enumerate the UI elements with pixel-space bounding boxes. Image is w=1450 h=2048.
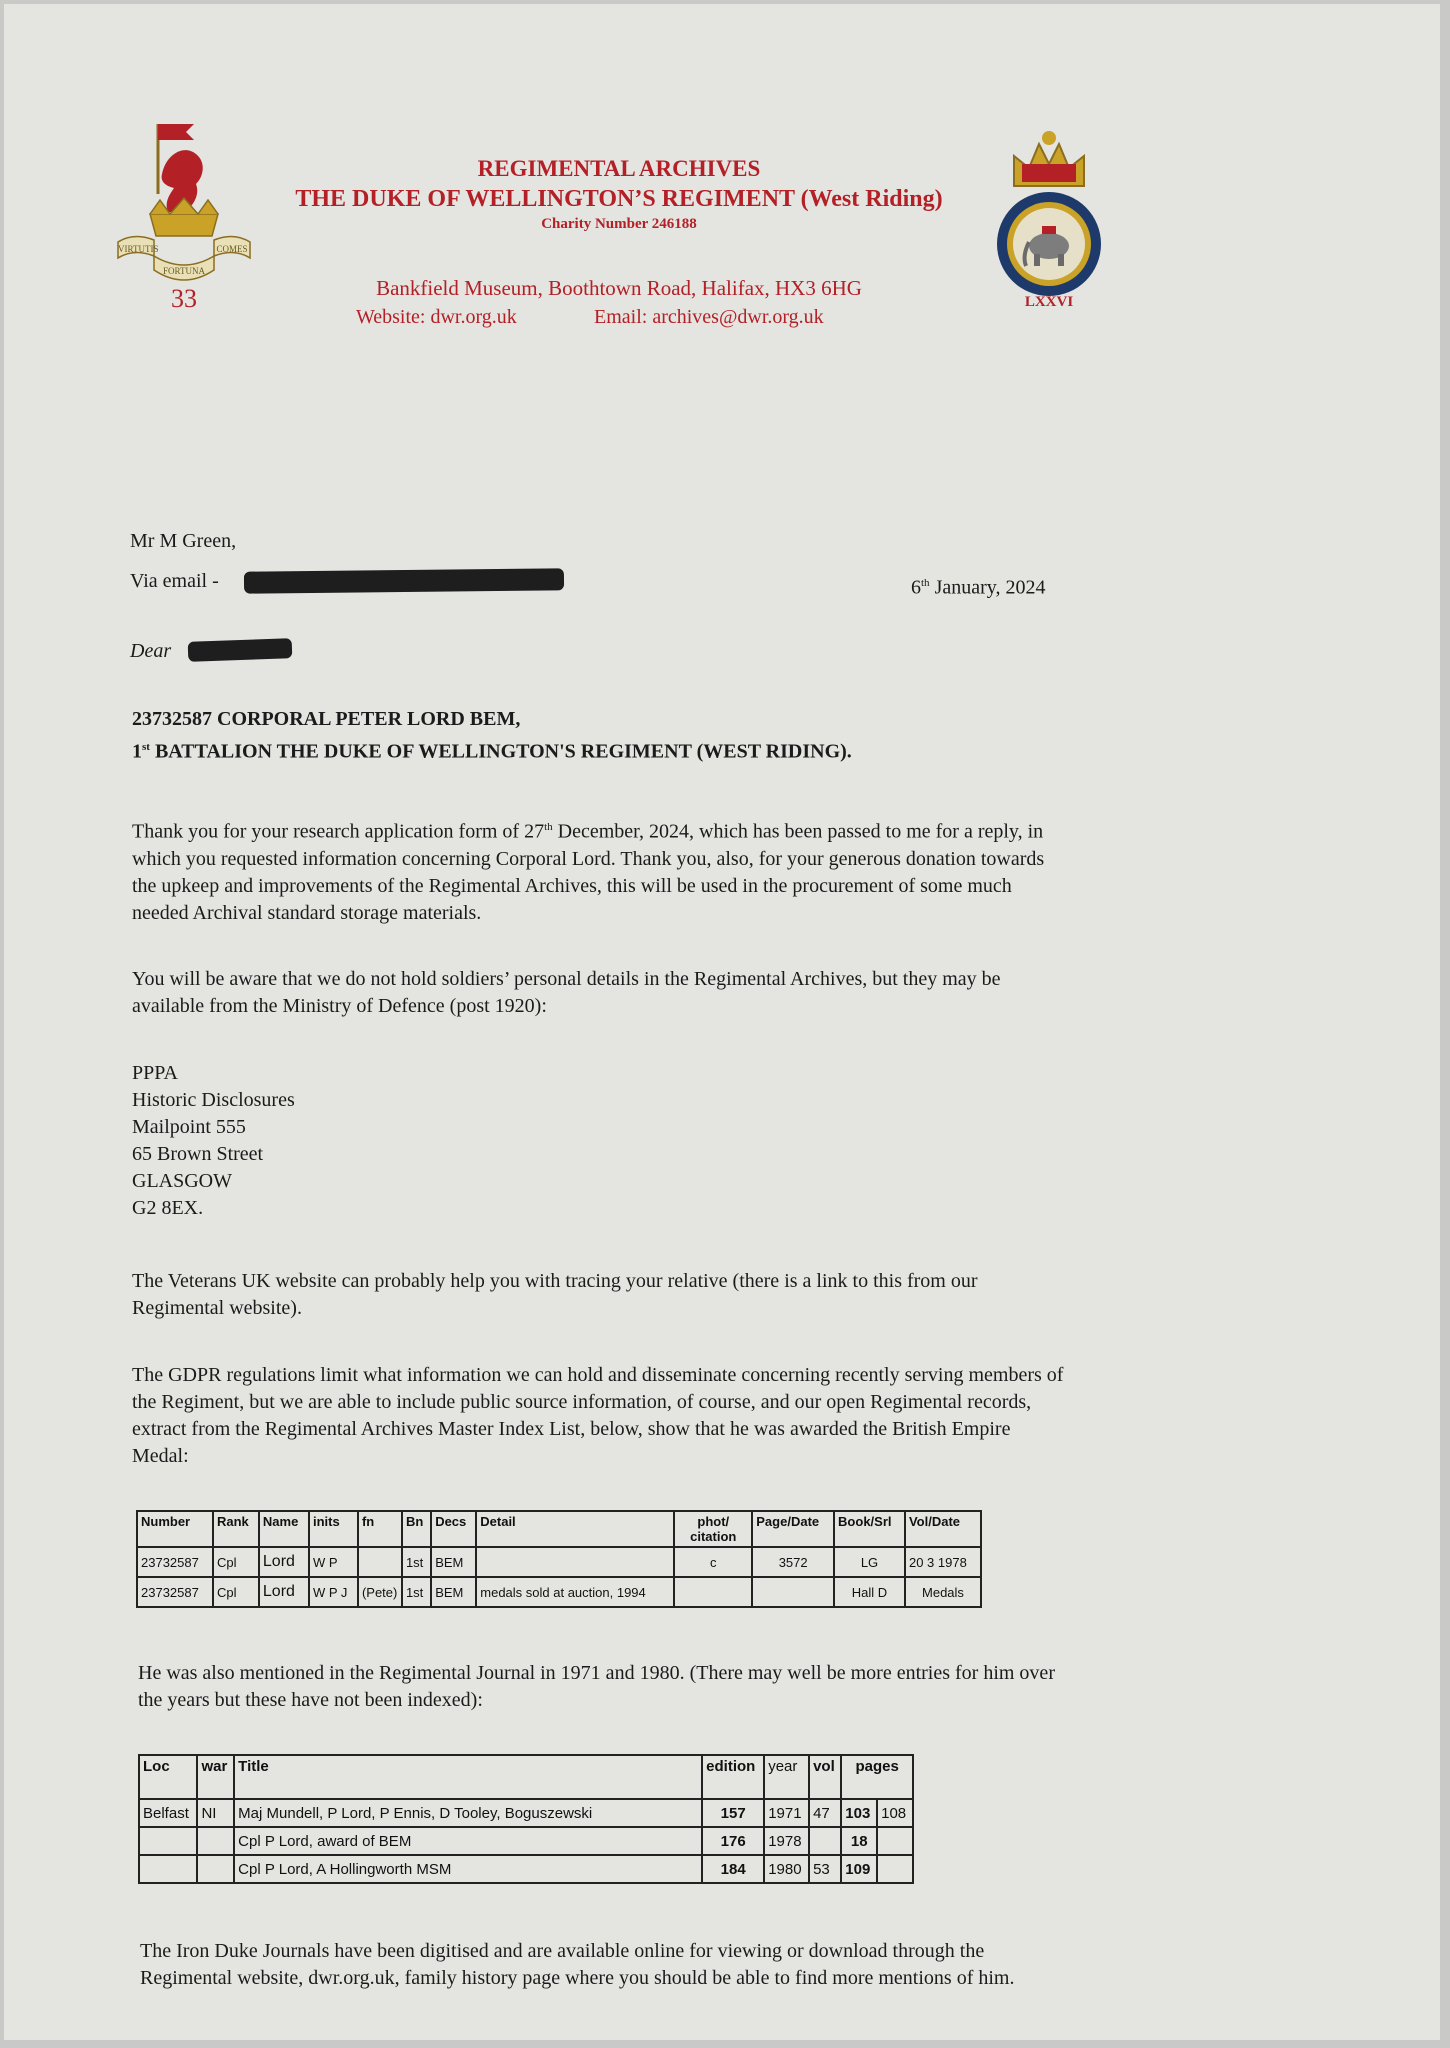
table-cell: 1971	[764, 1799, 809, 1827]
table-cell: LG	[834, 1547, 905, 1577]
col-header: phot/ citation	[674, 1511, 752, 1547]
col-header: Loc	[139, 1755, 197, 1799]
table-cell: medals sold at auction, 1994	[476, 1577, 674, 1607]
col-header: edition	[702, 1755, 764, 1799]
table-cell	[139, 1855, 197, 1883]
col-header: Page/Date	[752, 1511, 834, 1547]
table-cell	[197, 1855, 234, 1883]
col-header: Title	[234, 1755, 702, 1799]
col-header: Number	[137, 1511, 213, 1547]
website-text: Website: dwr.org.uk	[356, 306, 517, 328]
table-cell	[139, 1827, 197, 1855]
table-cell: 184	[702, 1855, 764, 1883]
table-cell: 1980	[764, 1855, 809, 1883]
table-row	[137, 1577, 981, 1607]
museum-address: Bankfield Museum, Boothtown Road, Halifax, HX3 6HG	[376, 276, 862, 300]
col-header: Name	[259, 1511, 309, 1547]
table-cell: BEM	[431, 1577, 476, 1607]
table-cell	[877, 1827, 913, 1855]
col-header: war	[197, 1755, 234, 1799]
journal-table	[138, 1754, 914, 1884]
recipient-name: Mr M Green,	[130, 530, 237, 552]
table-cell: 109	[841, 1855, 877, 1883]
paragraph-journal: He was also mentioned in the Regimental Journal in 1971 and 1980. (There may well be more entries for him over the years but these have not been indexed):	[138, 1662, 1055, 1711]
col-header: Bn	[402, 1511, 431, 1547]
table-cell: Cpl P Lord, A Hollingworth MSM	[234, 1855, 702, 1883]
regimental-badge-lxxvi	[984, 116, 1114, 316]
table-cell	[752, 1577, 834, 1607]
paragraph-veterans: The Veterans UK website can probably help you with tracing your relative (there is a link to this from our Regimental website).	[132, 1270, 978, 1319]
table-cell	[877, 1855, 913, 1883]
master-index-table	[136, 1510, 982, 1608]
col-header: Detail	[476, 1511, 674, 1547]
charity-number: Charity Number 246188	[541, 216, 697, 232]
table-cell: 53	[809, 1855, 841, 1883]
table-row	[139, 1855, 913, 1883]
col-header: year	[764, 1755, 809, 1799]
table-cell: NI	[197, 1799, 234, 1827]
table-cell: W P	[309, 1547, 358, 1577]
paragraph-iron-duke: The Iron Duke Journals have been digitised and are available online for viewing or download through the Regimental website, dwr.org.uk, family history page where you should be able to find more mentions of him.	[140, 1940, 1015, 1989]
table-cell: Cpl	[213, 1547, 259, 1577]
table-cell: 176	[702, 1827, 764, 1855]
table-cell	[674, 1577, 752, 1607]
table-cell: 108	[877, 1799, 913, 1827]
archive-title: REGIMENTAL ARCHIVES	[477, 156, 761, 181]
address-line: 65 Brown Street	[132, 1143, 264, 1165]
col-header: Rank	[213, 1511, 259, 1547]
table-row	[139, 1827, 913, 1855]
badge-number: 33	[171, 284, 197, 313]
table-cell: 3572	[752, 1547, 834, 1577]
table-row	[137, 1547, 981, 1577]
table-cell: Cpl	[213, 1577, 259, 1607]
table-row	[139, 1799, 913, 1827]
regiment-name: THE DUKE OF WELLINGTON’S REGIMENT (West Riding)	[295, 186, 943, 212]
address-line: Historic Disclosures	[132, 1089, 295, 1111]
badge-motto-left: VIRTUTIS	[118, 244, 159, 254]
table-cell: BEM	[431, 1547, 476, 1577]
address-line: PPPA	[132, 1062, 178, 1084]
redacted-name	[188, 638, 293, 662]
table-cell	[197, 1827, 234, 1855]
address-line: G2 8EX.	[132, 1197, 204, 1219]
table-cell: 157	[702, 1799, 764, 1827]
table-cell: Cpl P Lord, award of BEM	[234, 1827, 702, 1855]
paragraph-thanks: Thank you for your research application form of 27th December, 2024, which has been passed to me for a reply, in which you requested information concerning Corporal Lord. Thank you, also, for your generous donation towards the upkeep and improvements of the Regimental Archives, this will be used in the procurement of some much needed Archival standard storage materials.	[132, 820, 1045, 924]
table-cell: Belfast	[139, 1799, 197, 1827]
table-cell: 1st	[402, 1547, 431, 1577]
col-header: fn	[358, 1511, 402, 1547]
regimental-badge-33	[114, 114, 254, 314]
letter-date: 6th January, 2024	[911, 576, 1046, 599]
table-cell: 1978	[764, 1827, 809, 1855]
badge-motto-bottom: FORTUNA	[163, 266, 205, 276]
table-cell: c	[674, 1547, 752, 1577]
letter-page	[4, 4, 1440, 2040]
paragraph-mod: You will be aware that we do not hold soldiers’ personal details in the Regimental Archives, but they may be available from the Ministry of Defence (post 1920):	[132, 968, 1001, 1017]
col-header: Decs	[431, 1511, 476, 1547]
table-header-row	[139, 1755, 913, 1799]
table-cell: Lord	[259, 1547, 309, 1577]
table-cell: Maj Mundell, P Lord, P Ennis, D Tooley, Boguszewski	[234, 1799, 702, 1827]
table-cell: 23732587	[137, 1547, 213, 1577]
via-email-label: Via email -	[130, 570, 219, 592]
salutation: Dear	[130, 640, 172, 662]
col-header: inits	[309, 1511, 358, 1547]
address-line: GLASGOW	[132, 1170, 232, 1192]
paragraph-gdpr: The GDPR regulations limit what information we can hold and disseminate concerning recently serving members of the Regiment, but we are able to include public source information, of course, and our open Regimental records, extract from the Regimental Archives Master Index List, below, show that he was awarded the British Empire Medal:	[132, 1364, 1064, 1467]
subject-line-1: 23732587 CORPORAL PETER LORD BEM,	[132, 708, 521, 730]
redacted-email	[244, 568, 564, 593]
col-header: vol	[809, 1755, 841, 1799]
table-cell	[476, 1547, 674, 1577]
table-cell: 18	[841, 1827, 877, 1855]
col-header: Vol/Date	[905, 1511, 981, 1547]
col-header: pages	[841, 1755, 913, 1799]
mod-address	[132, 1060, 295, 1222]
badge-motto-right: COMES	[216, 244, 248, 254]
table-cell: 20 3 1978	[905, 1547, 981, 1577]
email-text: Email: archives@dwr.org.uk	[594, 306, 824, 328]
table-cell: Lord	[259, 1577, 309, 1607]
table-cell: 103	[841, 1799, 877, 1827]
table-cell: 23732587	[137, 1577, 213, 1607]
table-cell	[809, 1827, 841, 1855]
table-cell: 47	[809, 1799, 841, 1827]
elephant-crown-icon	[984, 116, 1114, 296]
address-line: Mailpoint 555	[132, 1116, 246, 1138]
table-cell: W P J	[309, 1577, 358, 1607]
table-cell: Hall D	[834, 1577, 905, 1607]
table-cell: Medals	[905, 1577, 981, 1607]
subject-line-2: 1st BATTALION THE DUKE OF WELLINGTON'S REGIMENT (WEST RIDING).	[132, 740, 852, 763]
table-cell: 1st	[402, 1577, 431, 1607]
table-cell	[358, 1547, 402, 1577]
table-cell: (Pete)	[358, 1577, 402, 1607]
col-header: Book/Srl	[834, 1511, 905, 1547]
table-header-row	[137, 1511, 981, 1547]
badge-numeral: LXXVI	[1024, 294, 1074, 310]
